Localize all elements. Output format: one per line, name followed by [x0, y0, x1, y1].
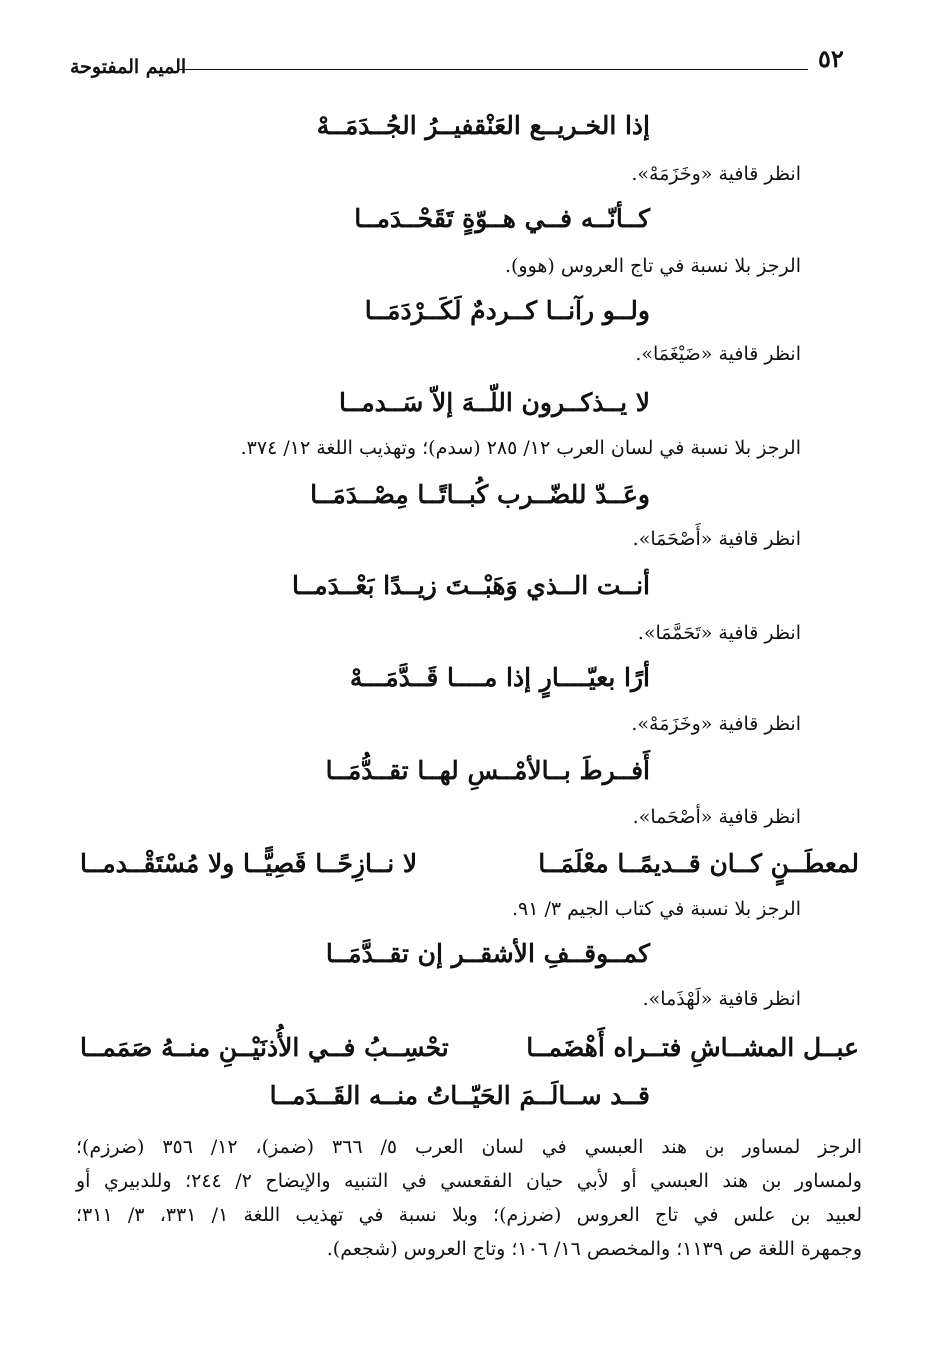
paragraph-line: وجمهرة اللغة ص ١١٣٩؛ والمخصص ١٦/ ١٠٦؛ وتاج العروس (شجعم). — [326, 1238, 862, 1260]
paragraph-line: ولمساور بن هند العبسي أو لأبي حيان الفقعسي في التنبيه والإيضاح ٢/ ٢٤٤؛ وللدبيري أو — [76, 1170, 862, 1192]
verse-hemistich-first: لمعطَــنٍ كــان قــديمًــا معْلَمَــا — [538, 849, 859, 878]
paragraph-line: الرجز لمساور بن هند العبسي في لسان العرب ٥/ ٣٦٦ (ضمز)، ١٢/ ٣٥٦ (ضرزم)؛ — [76, 1136, 862, 1158]
verse-hemistich-first: عبــل المشــاشِ فتــراه أَهْضَمــا — [526, 1033, 859, 1062]
attribution-paragraph — [76, 1130, 862, 1266]
verse-line: وعَــدّ للضّــرب كُبــاتًــا مِصْــدَمَــا — [310, 480, 650, 509]
verse-line: أرًا بعيّــــارٍ إذا مــــا قَــدَّمَـــهْ — [349, 663, 650, 692]
source-note: انظر قافية «تَحَمَّمَا». — [637, 622, 801, 644]
source-note: انظر قافية «ضَيْغَمَا». — [635, 343, 801, 365]
source-note: الرجز بلا نسبة في كتاب الجيم ٣/ ٩١. — [511, 898, 801, 920]
verse-line: لا يــذكــرون اللّــهَ إلاّ سَــدمــا — [338, 388, 650, 417]
source-note: الرجز بلا نسبة في لسان العرب ١٢/ ٢٨٥ (سدم)؛ وتهذيب اللغة ١٢/ ٣٧٤. — [240, 437, 801, 459]
source-note: انظر قافية «لَهْذَما». — [642, 988, 801, 1010]
verse-line: كمــوقــفِ الأشقــر إن تقــدَّمَــا — [325, 939, 650, 968]
verse-hemistich-second: لا نــازِحًــا قَصِيًّــا ولا مُسْتَقْــدمــا — [80, 849, 418, 878]
running-head: الميم المفتوحة — [70, 56, 187, 78]
verse-line: إذا الخـريــع العَنْقفيــرُ الجُــدَمَــهْ — [316, 111, 650, 140]
verse-hemistich-second: تحْسِــبُ فــي الأُذنَيْــنِ منــهُ صَمَمــا — [80, 1033, 449, 1062]
verse-line: قــد ســالَــمَ الحَيّــاتُ منــه القَــدَمــا — [269, 1081, 650, 1110]
source-note: انظر قافية «وخَزَمَهْ». — [631, 163, 801, 185]
verse-line: ولــو رآنــا كــردمٌ لَكَــرْدَمَــا — [364, 296, 650, 325]
source-note: انظر قافية «وخَزَمَهْ». — [631, 713, 801, 735]
source-note: انظر قافية «أصْحَما». — [632, 806, 801, 828]
paragraph-line: لعبيد بن علس في تاج العروس (ضرزم)؛ وبلا نسبة في تهذيب اللغة ١/ ٣٣١، ٣/ ٣١١؛ — [76, 1204, 862, 1226]
verse-line: أَفــرطَ بــالأمْــسِ لهــا تقــدُّمَــا — [325, 756, 650, 785]
header-rule — [178, 69, 808, 70]
verse-line: أنــت الــذي وَهَبْــتَ زيــدًا بَعْــدَمــا — [291, 571, 650, 600]
source-note: انظر قافية «أَصْحَمَا». — [632, 528, 801, 550]
source-note: الرجز بلا نسبة في تاج العروس (هوو). — [504, 255, 801, 277]
page-number: ٥٢ — [818, 44, 844, 73]
verse-line: كــأنّــه فــي هــوّةٍ تَقَحْــدَمــا — [354, 204, 650, 233]
